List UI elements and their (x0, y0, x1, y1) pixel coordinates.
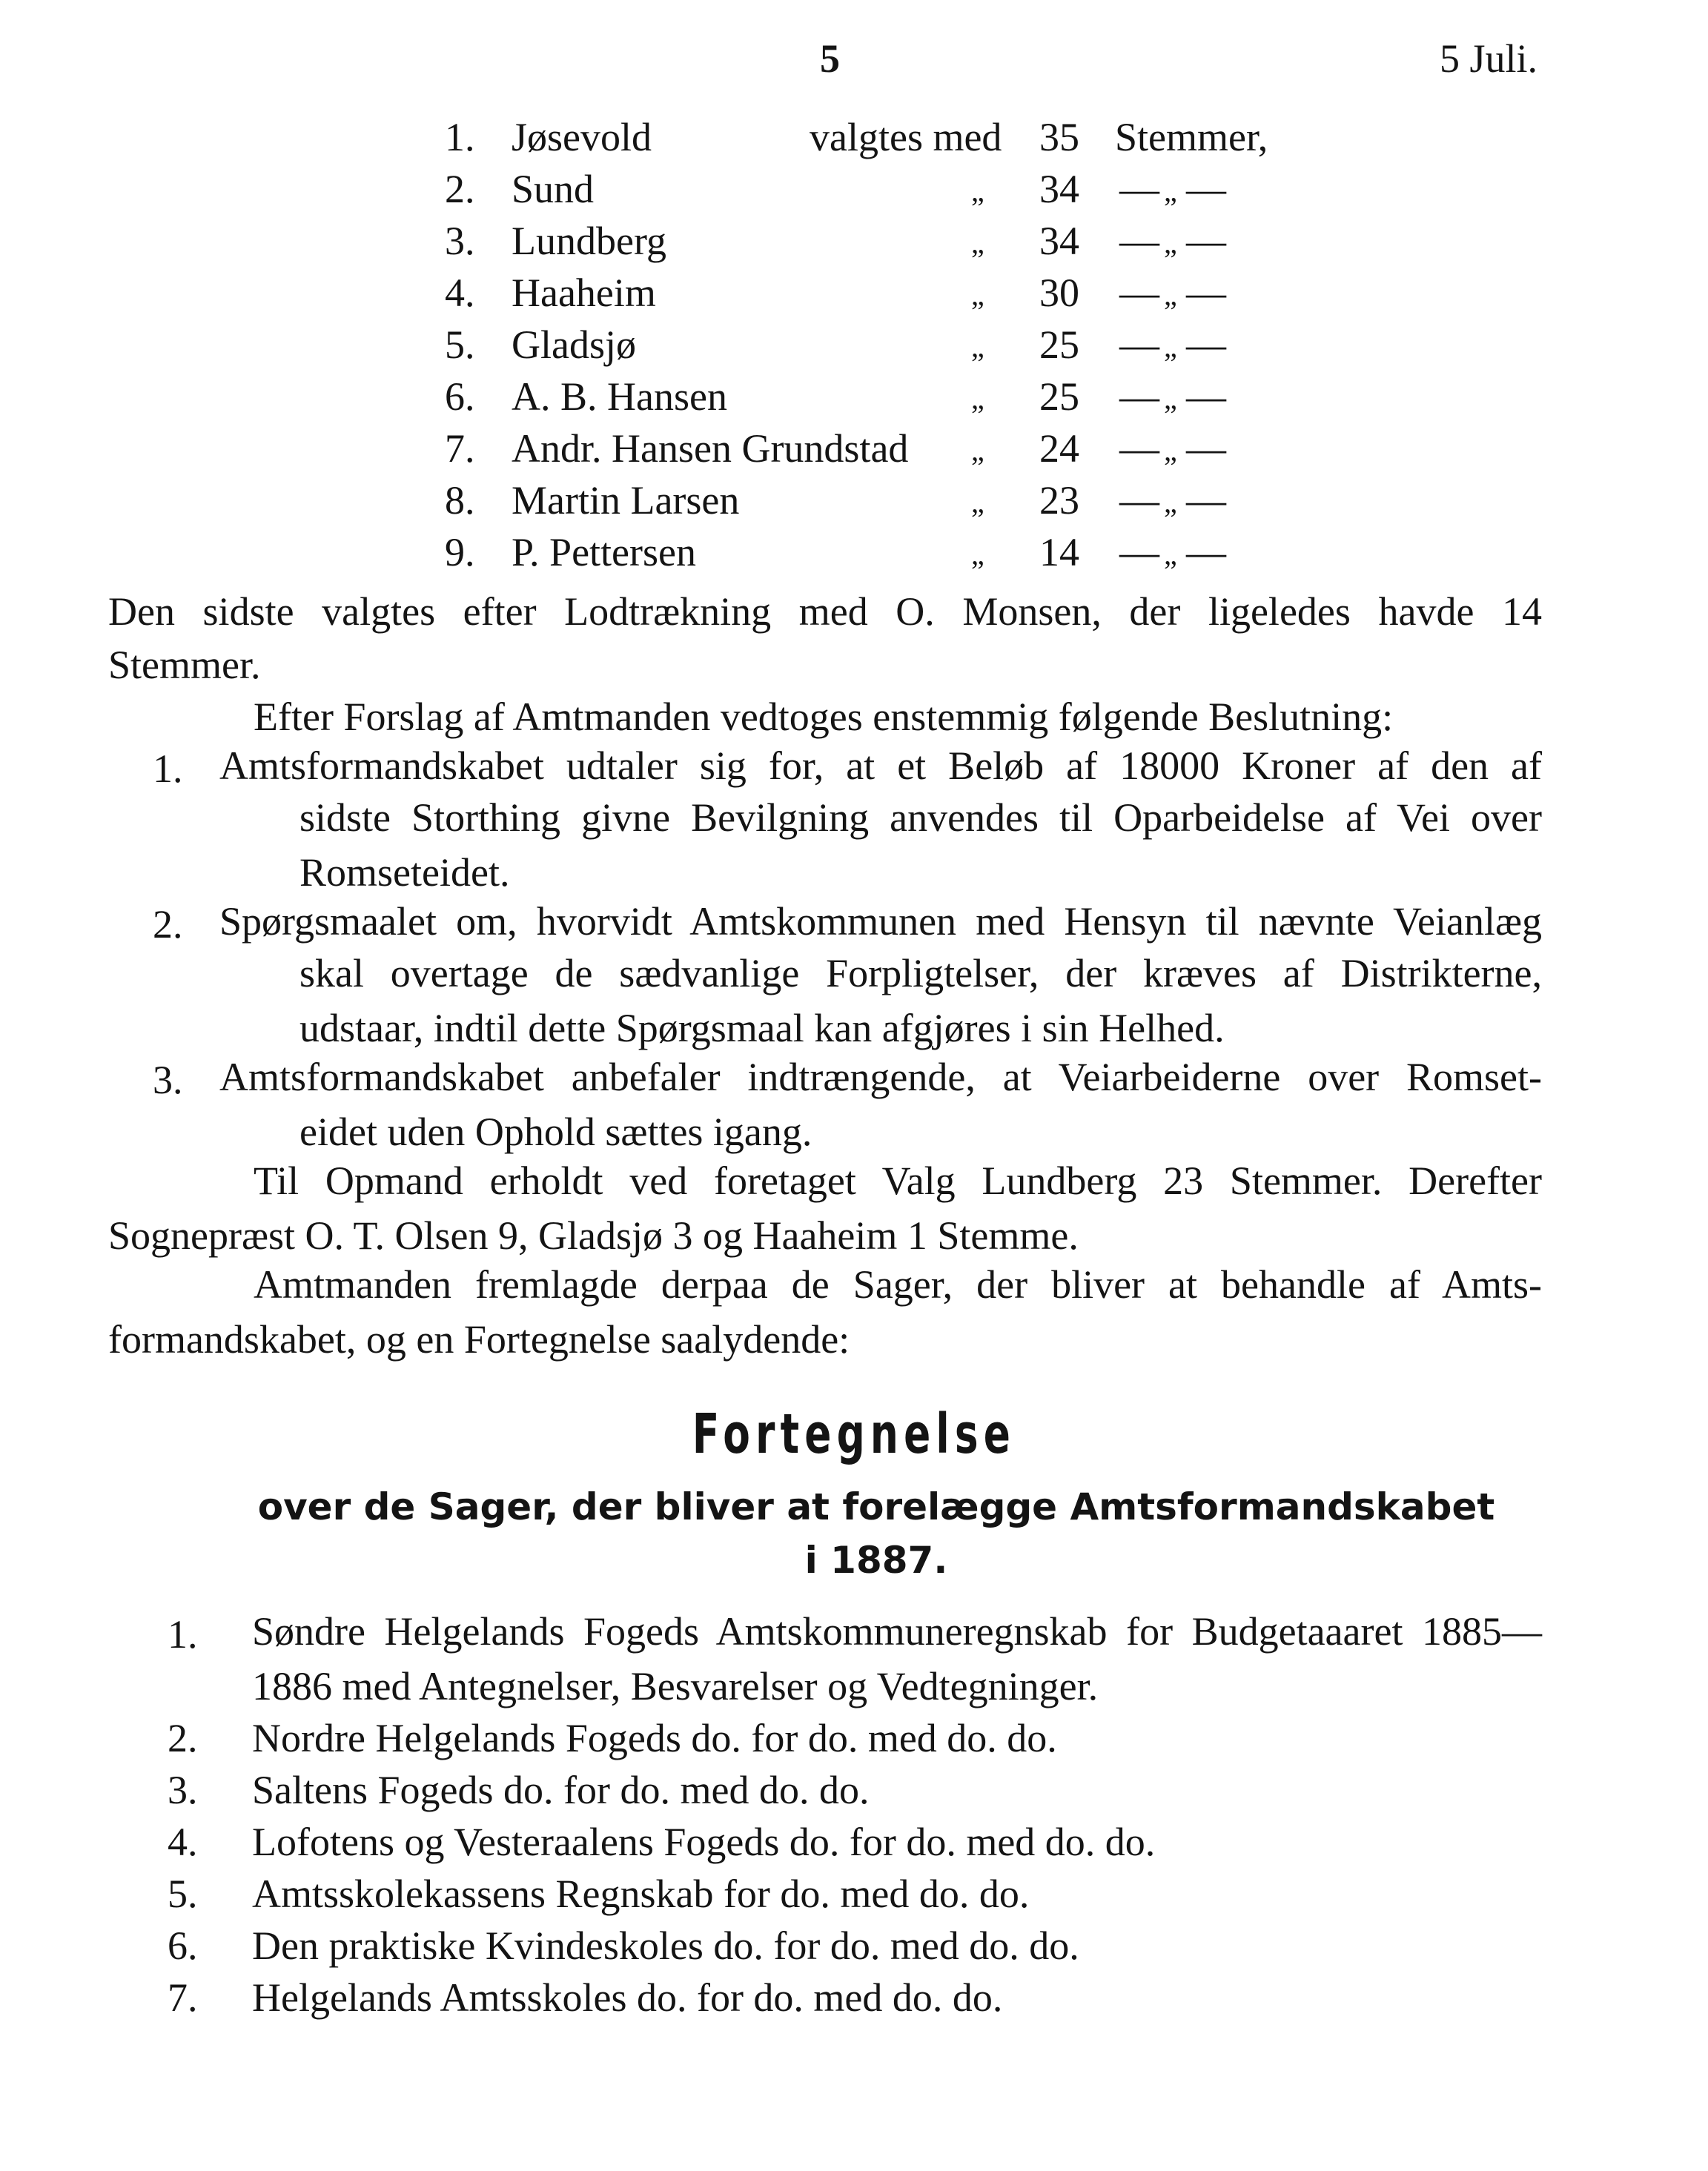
row-number: 5. (445, 322, 475, 367)
dash-mark: — (1186, 426, 1226, 471)
fortegnelse-year: i 1887. (804, 1539, 948, 1582)
resolution-number: 2. (153, 902, 183, 947)
vote-count: 25 (1039, 322, 1079, 367)
votes-unit: Stemmer, (1115, 115, 1268, 159)
ditto-mark: „ (971, 330, 984, 363)
row-number: 6. (445, 374, 475, 419)
ditto-mark: „ (971, 278, 984, 311)
fortegnelse-title: Fortegnelse (692, 1402, 1016, 1466)
resolution-line: Spørgsmaalet om, hvorvidt Amtskommunen med Hensyn til nævnte Veianlæg (219, 899, 1542, 944)
case-line: Den praktiske Kvindeskoles do. for do. med do. do. (252, 1923, 1079, 1968)
dash-mark: — (1119, 167, 1159, 211)
fortegnelse-subtitle: over de Sager, der bliver at forelægge Amtsformandskabet (257, 1485, 1495, 1528)
vote-count: 35 (1039, 115, 1079, 159)
case-line: Helgelands Amtsskoles do. for do. med do. do. (252, 1975, 1003, 2020)
candidate-name: Lundberg (512, 219, 666, 263)
case-line: Amtsskolekassens Regnskab for do. med do. do. (252, 1872, 1030, 1916)
ditto-mark: „ (971, 226, 984, 259)
resolution-line: sidste Storthing givne Bevilgning anvendes til Oparbeidelse af Vei over (299, 795, 1542, 840)
row-number: 3. (445, 219, 475, 263)
dash-mark: — (1186, 530, 1226, 574)
lottery-line-2: Stemmer. (108, 643, 261, 687)
case-number: 1. (168, 1612, 198, 1657)
dash-mark: — (1119, 530, 1159, 574)
dash-mark: — (1119, 271, 1159, 315)
row-number: 1. (445, 115, 475, 159)
elected-with-label: valgtes med (810, 115, 1002, 159)
resolution-line: skal overtage de sædvanlige Forpligtelser, der kræves af Distrikterne, (299, 951, 1542, 995)
lottery-line-1: Den sidste valgtes efter Lodtrækning med O. Monsen, der ligeledes havde 14 (108, 589, 1542, 634)
case-line: Saltens Fogeds do. for do. med do. do. (252, 1768, 870, 1812)
dash-mark: — (1186, 271, 1226, 315)
ditto-mark: „ (971, 434, 984, 467)
case-number: 4. (168, 1820, 198, 1864)
row-number: 2. (445, 167, 475, 211)
vote-count: 23 (1039, 478, 1079, 523)
ditto-mark: „ (1164, 382, 1177, 415)
candidate-name: Andr. Hansen Grundstad (512, 426, 909, 471)
ditto-mark: „ (1164, 278, 1177, 311)
vote-count: 34 (1039, 167, 1079, 211)
dash-mark: — (1186, 322, 1226, 367)
case-number: 3. (168, 1768, 198, 1812)
case-number: 6. (168, 1923, 198, 1968)
ditto-mark: „ (971, 382, 984, 415)
opmand-line-2: Sognepræst O. T. Olsen 9, Gladsjø 3 og Haaheim 1 Stemme. (108, 1213, 1079, 1258)
date-header: 5 Juli. (1440, 36, 1538, 81)
dash-mark: — (1186, 167, 1226, 211)
case-line: 1886 med Antegnelser, Besvarelser og Vedtegninger. (252, 1664, 1099, 1708)
page-number: 5 (820, 36, 840, 81)
resolution-line: eidet uden Ophold sættes igang. (299, 1110, 812, 1154)
candidate-name: Sund (512, 167, 595, 211)
dash-mark: — (1119, 426, 1159, 471)
candidate-name: Haaheim (512, 271, 656, 315)
vote-count: 25 (1039, 374, 1079, 419)
resolution-number: 1. (153, 746, 183, 791)
vote-count: 34 (1039, 219, 1079, 263)
ditto-mark: „ (1164, 174, 1177, 208)
dash-mark: — (1119, 478, 1159, 523)
candidate-name: Martin Larsen (512, 478, 740, 523)
ditto-mark: „ (1164, 226, 1177, 259)
amtmand-line-1: Amtmanden fremlagde derpaa de Sager, der bliver at behandle af Amts- (254, 1262, 1542, 1307)
ditto-mark: „ (1164, 485, 1177, 519)
ditto-mark: „ (1164, 330, 1177, 363)
case-line: Lofotens og Vesteraalens Fogeds do. for do. med do. do. (252, 1820, 1156, 1864)
case-number: 7. (168, 1975, 198, 2020)
resolution-line: Amtsformandskabet anbefaler indtrængende, at Veiarbeiderne over Romset- (219, 1055, 1542, 1099)
opmand-line-1: Til Opmand erholdt ved foretaget Valg Lundberg 23 Stemmer. Derefter (254, 1159, 1542, 1203)
case-line: Søndre Helgelands Fogeds Amtskommuneregnskab for Budgetaaaret 1885— (252, 1609, 1542, 1654)
row-number: 4. (445, 271, 475, 315)
resolution-number: 3. (153, 1058, 183, 1102)
dash-mark: — (1119, 374, 1159, 419)
ditto-mark: „ (971, 485, 984, 519)
vote-count: 24 (1039, 426, 1079, 471)
proposal-intro: Efter Forslag af Amtmanden vedtoges enstemmig følgende Beslutning: (254, 695, 1394, 739)
row-number: 7. (445, 426, 475, 471)
dash-mark: — (1119, 219, 1159, 263)
case-number: 5. (168, 1872, 198, 1916)
vote-count: 30 (1039, 271, 1079, 315)
resolution-line: Romseteidet. (299, 850, 510, 895)
ditto-mark: „ (971, 174, 984, 208)
amtmand-line-2: formandskabet, og en Fortegnelse saalydende: (108, 1317, 850, 1362)
ditto-mark: „ (1164, 537, 1177, 571)
candidate-name: P. Pettersen (512, 530, 696, 574)
ditto-mark: „ (1164, 434, 1177, 467)
ditto-mark: „ (971, 537, 984, 571)
dash-mark: — (1119, 322, 1159, 367)
row-number: 9. (445, 530, 475, 574)
candidate-name: Gladsjø (512, 322, 636, 367)
case-line: Nordre Helgelands Fogeds do. for do. med do. do. (252, 1716, 1057, 1760)
resolution-line: Amtsformandskabet udtaler sig for, at et Beløb af 18000 Kroner af den af (219, 743, 1542, 788)
candidate-name: Jøsevold (512, 115, 652, 159)
dash-mark: — (1186, 219, 1226, 263)
case-number: 2. (168, 1716, 198, 1760)
vote-count: 14 (1039, 530, 1079, 574)
candidate-name: A. B. Hansen (512, 374, 727, 419)
dash-mark: — (1186, 478, 1226, 523)
dash-mark: — (1186, 374, 1226, 419)
row-number: 8. (445, 478, 475, 523)
resolution-line: udstaar, indtil dette Spørgsmaal kan afgjøres i sin Helhed. (299, 1006, 1225, 1050)
